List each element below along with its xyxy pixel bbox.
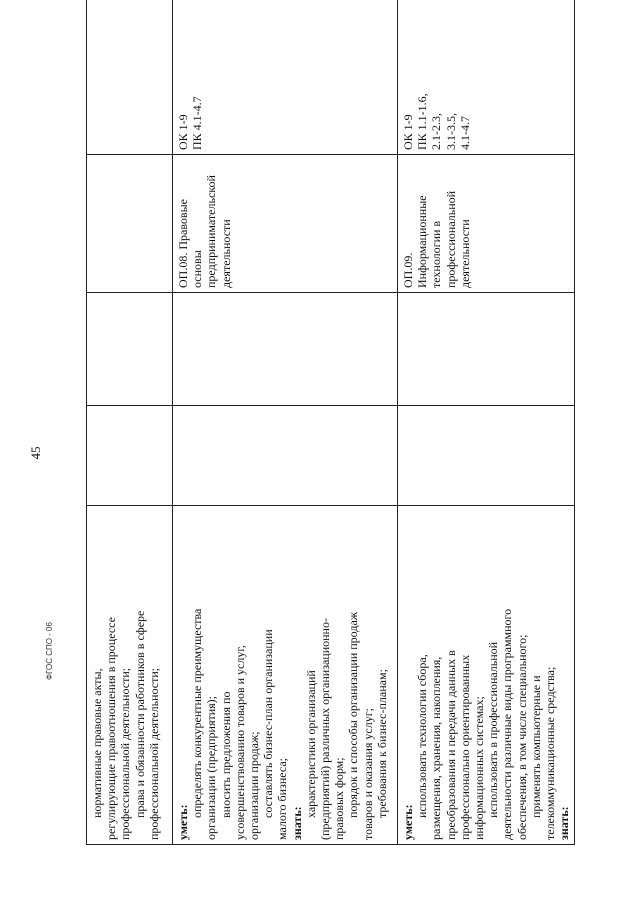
competency-table [86, 0, 575, 845]
content-line: профессионально ориентированных [457, 654, 472, 840]
content-line: профессиональной деятельности; [118, 667, 133, 840]
footer-label: ФГОС СПО - 06 [45, 622, 54, 680]
content-line: деятельности различные виды программного [500, 608, 515, 840]
content-line: телекоммуникационные средства; [543, 666, 558, 840]
znat-label: знать: [289, 806, 304, 840]
umet-label: уметь: [401, 804, 415, 840]
content-cell [87, 506, 173, 845]
code-line: ПК 4.1-4.7 [190, 96, 205, 150]
empty-cell [398, 406, 575, 506]
content-line: профессиональной деятельности; [146, 667, 161, 840]
code-line: ПК 1.1-1.6, [415, 93, 430, 150]
content-line: малого бизнеса; [275, 757, 290, 840]
content-line: организации продаж; [247, 731, 262, 840]
content-cell [173, 506, 398, 845]
table-row [398, 0, 575, 845]
empty-cell [87, 293, 173, 406]
codes-cell [173, 0, 398, 155]
empty-cell [173, 406, 398, 506]
content-line: регулирующие правоотношения в процессе [104, 617, 119, 840]
discipline-line: предпринимательской [204, 175, 219, 288]
empty-cell [173, 293, 398, 406]
content-line: права и обязанности работников в сфере [132, 610, 147, 818]
page-number: 45 [28, 446, 43, 460]
codes-cell [398, 0, 575, 155]
content-cell [398, 506, 575, 845]
discipline-line: деятельности [457, 219, 472, 288]
rotated-table-wrapper [86, 44, 572, 845]
content-line: правовых форм; [332, 757, 347, 840]
discipline-line: профессиональной [443, 190, 458, 288]
code-line: ОК 1-9 [401, 114, 415, 150]
content-line: информационных системах; [472, 696, 487, 840]
content-line: размещения, хранения, накопления, [429, 656, 444, 840]
content-line: определять конкурентные преимущества [190, 608, 205, 818]
discipline-line: ОП.09. [401, 252, 415, 288]
discipline-line: деятельности [218, 219, 233, 288]
content-line: усовершенствованию товаров и услуг, [232, 645, 247, 840]
code-line: ОК 1-9 [176, 114, 190, 150]
empty-cell [87, 406, 173, 506]
table-row [87, 0, 173, 845]
discipline-cell [87, 155, 173, 293]
discipline-cell [173, 155, 398, 293]
content-line: применять компьютерные и [528, 675, 543, 818]
content-line: составлять бизнес-план организации [261, 629, 276, 818]
code-line: 4.1-4.7 [457, 116, 472, 150]
code-line: 3.1-3.5, [443, 113, 458, 150]
content-line: использовать в профессиональной [486, 641, 501, 818]
content-line: товаров и оказания услуг; [360, 708, 375, 840]
discipline-line: технологии в [429, 220, 444, 288]
content-line: порядок и способы организации продаж [346, 611, 361, 818]
content-line: организации (предприятия); [204, 696, 219, 840]
znat-label: знать: [557, 806, 572, 840]
umet-label: уметь: [176, 804, 190, 840]
discipline-cell [398, 155, 575, 293]
discipline-line: ОП.08. Правовые [176, 199, 190, 288]
empty-cell [398, 293, 575, 406]
discipline-line: основы [190, 250, 205, 288]
content-line: вносить предложения по [218, 691, 233, 818]
content-line: требования к бизнес-планам; [374, 669, 389, 818]
code-line: 2.1-2.3, [429, 113, 444, 150]
content-line: использовать технологии сбора, [415, 654, 430, 818]
content-line: характеристики организаций [303, 670, 318, 818]
table-row [173, 0, 398, 845]
content-line: нормативные правовые акты, [90, 668, 104, 818]
content-line: обеспечения, в том числе специального; [514, 634, 529, 840]
codes-cell [87, 0, 173, 155]
discipline-line: Информационные [415, 195, 430, 288]
content-line: (предприятий) различных организационно- [318, 618, 333, 840]
content-line: преобразования и передачи данных в [443, 650, 458, 840]
